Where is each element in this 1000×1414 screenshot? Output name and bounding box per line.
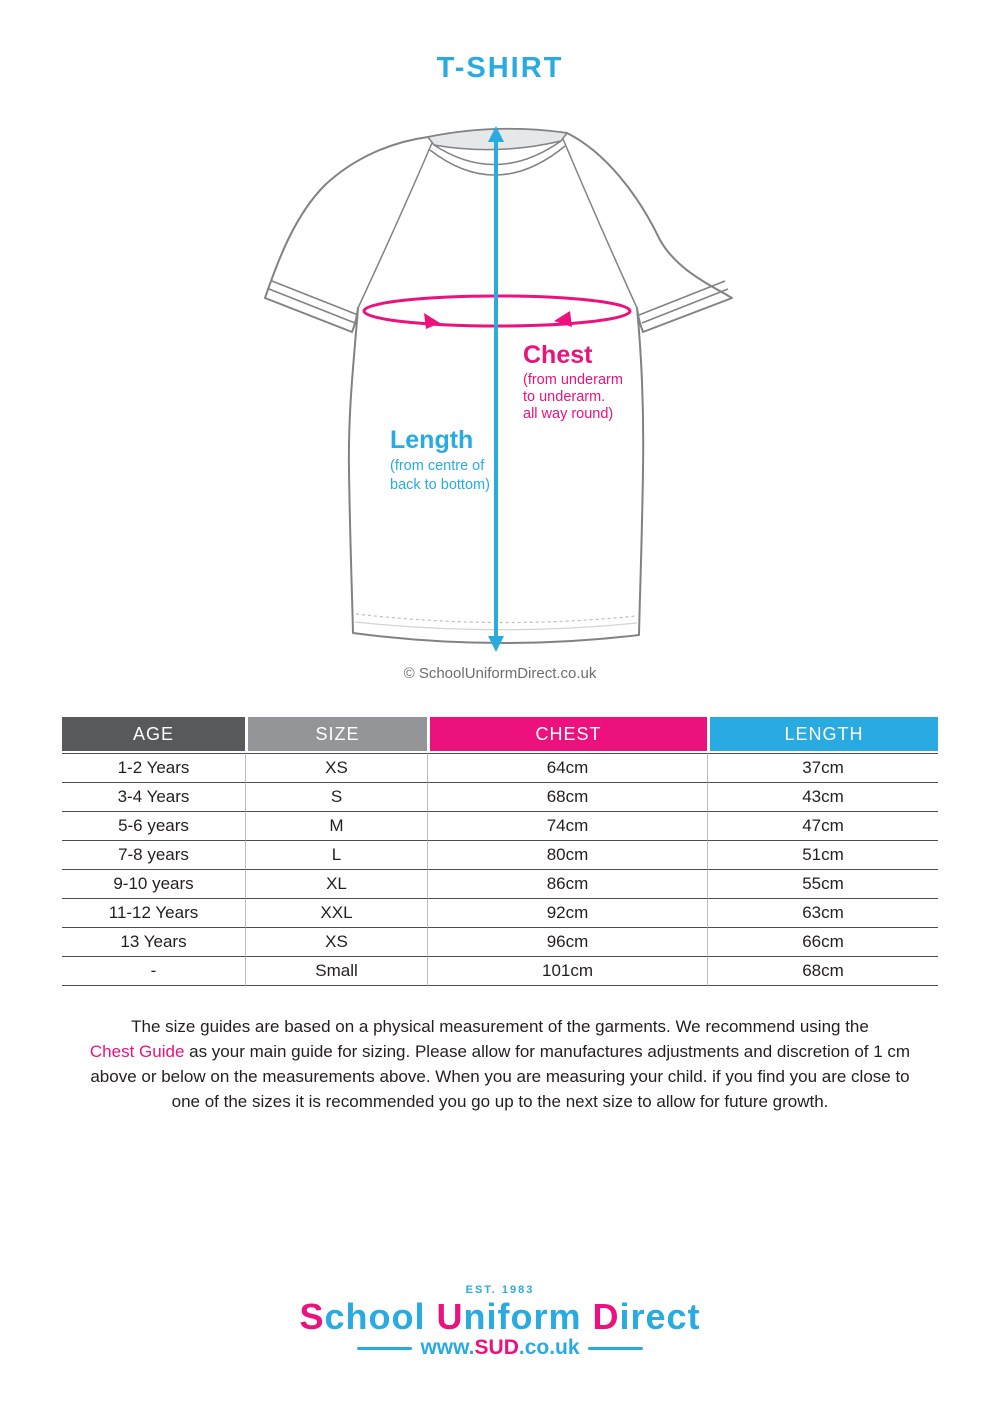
tshirt-illustration [240, 110, 760, 670]
table-cell: 68cm [427, 783, 707, 812]
table-cell: 37cm [707, 753, 938, 783]
chest-desc-line: (from underarm [523, 372, 623, 388]
length-desc-line: (from centre of [390, 458, 485, 474]
table-cell: M [245, 812, 427, 841]
note-text: The size guides are based on a physical measurement of the garments. We recommend using the [131, 1017, 869, 1036]
url-dash-right [588, 1347, 643, 1350]
table-row [62, 841, 938, 870]
chest-label: Chest [523, 341, 593, 369]
note-text: as your main guide for sizing. Please allow for manufactures adjustments and discretion of 1 cm [184, 1042, 911, 1061]
page-title: T-SHIRT [436, 52, 564, 84]
chest-desc-line: all way round) [523, 406, 614, 422]
note-text: one of the sizes it is recommended you go up to the next size to allow for future growth. [171, 1092, 829, 1111]
table-cell: 74cm [427, 812, 707, 841]
note-line [0, 1014, 1000, 1039]
table-row [62, 870, 938, 899]
table-cell: XXL [245, 899, 427, 928]
table-cell: 86cm [427, 870, 707, 899]
table-cell: 43cm [707, 783, 938, 812]
length-description [390, 457, 490, 495]
established-text: EST. 1983 [465, 1284, 535, 1296]
table-cell: XS [245, 928, 427, 957]
brand-letter-segment: irect [619, 1296, 701, 1337]
brand-letter-segment: chool [324, 1296, 437, 1337]
table-cell: XL [245, 870, 427, 899]
table-cell: 47cm [707, 812, 938, 841]
table-row [62, 899, 938, 928]
copyright-text: © SchoolUniformDirect.co.uk [403, 665, 597, 682]
chest-desc-line: to underarm. [523, 389, 606, 405]
sizing-note [0, 1014, 1000, 1114]
url-dash-left [357, 1347, 412, 1350]
table-cell: 11-12 Years [62, 899, 245, 928]
brand-url [420, 1336, 579, 1360]
brand-letter-segment: www. [420, 1336, 475, 1359]
column-header-chest: CHEST [427, 717, 707, 753]
table-cell: S [245, 783, 427, 812]
table-cell: 96cm [427, 928, 707, 957]
length-label: Length [390, 426, 474, 454]
brand-letter-segment: niform [463, 1296, 593, 1337]
table-cell: 55cm [707, 870, 938, 899]
table-cell: Small [245, 957, 427, 986]
size-table-body [62, 753, 938, 986]
note-line [0, 1089, 1000, 1114]
table-cell: 66cm [707, 928, 938, 957]
table-cell: L [245, 841, 427, 870]
column-header-age: AGE [62, 717, 245, 753]
table-row [62, 928, 938, 957]
table-cell: 3-4 Years [62, 783, 245, 812]
column-header-length: LENGTH [707, 717, 938, 753]
table-cell: XS [245, 753, 427, 783]
length-desc-line: back to bottom) [390, 477, 490, 493]
table-cell: 7-8 years [62, 841, 245, 870]
table-cell: 51cm [707, 841, 938, 870]
brand-url-row [0, 1336, 1000, 1360]
table-cell: 64cm [427, 753, 707, 783]
chest-guide-highlight: Chest Guide [89, 1042, 185, 1061]
brand-letter-segment: D [592, 1296, 620, 1337]
tshirt-outline [265, 129, 732, 643]
brand-footer [0, 1284, 1000, 1360]
table-row [62, 753, 938, 783]
brand-letter-segment: .co.uk [518, 1336, 580, 1359]
note-text: above or below on the measurements above. When you are measuring your child. if you find you are close to [90, 1067, 910, 1086]
table-row [62, 783, 938, 812]
table-cell: 9-10 years [62, 870, 245, 899]
size-table-header-row [62, 717, 938, 753]
table-cell: - [62, 957, 245, 986]
table-cell: 1-2 Years [62, 753, 245, 783]
table-cell: 13 Years [62, 928, 245, 957]
chest-description [523, 372, 623, 423]
note-line [0, 1039, 1000, 1064]
table-cell: 80cm [427, 841, 707, 870]
size-table [62, 717, 938, 986]
brand-letter-segment: SUD [474, 1336, 519, 1359]
note-line [0, 1064, 1000, 1089]
table-row [62, 957, 938, 986]
brand-letter-segment: U [436, 1296, 464, 1337]
table-cell: 63cm [707, 899, 938, 928]
table-cell: 5-6 years [62, 812, 245, 841]
brand-letter-segment: S [299, 1296, 325, 1337]
column-header-size: SIZE [245, 717, 427, 753]
table-cell: 101cm [427, 957, 707, 986]
table-row [62, 812, 938, 841]
table-cell: 68cm [707, 957, 938, 986]
table-cell: 92cm [427, 899, 707, 928]
brand-name [0, 1297, 1000, 1337]
